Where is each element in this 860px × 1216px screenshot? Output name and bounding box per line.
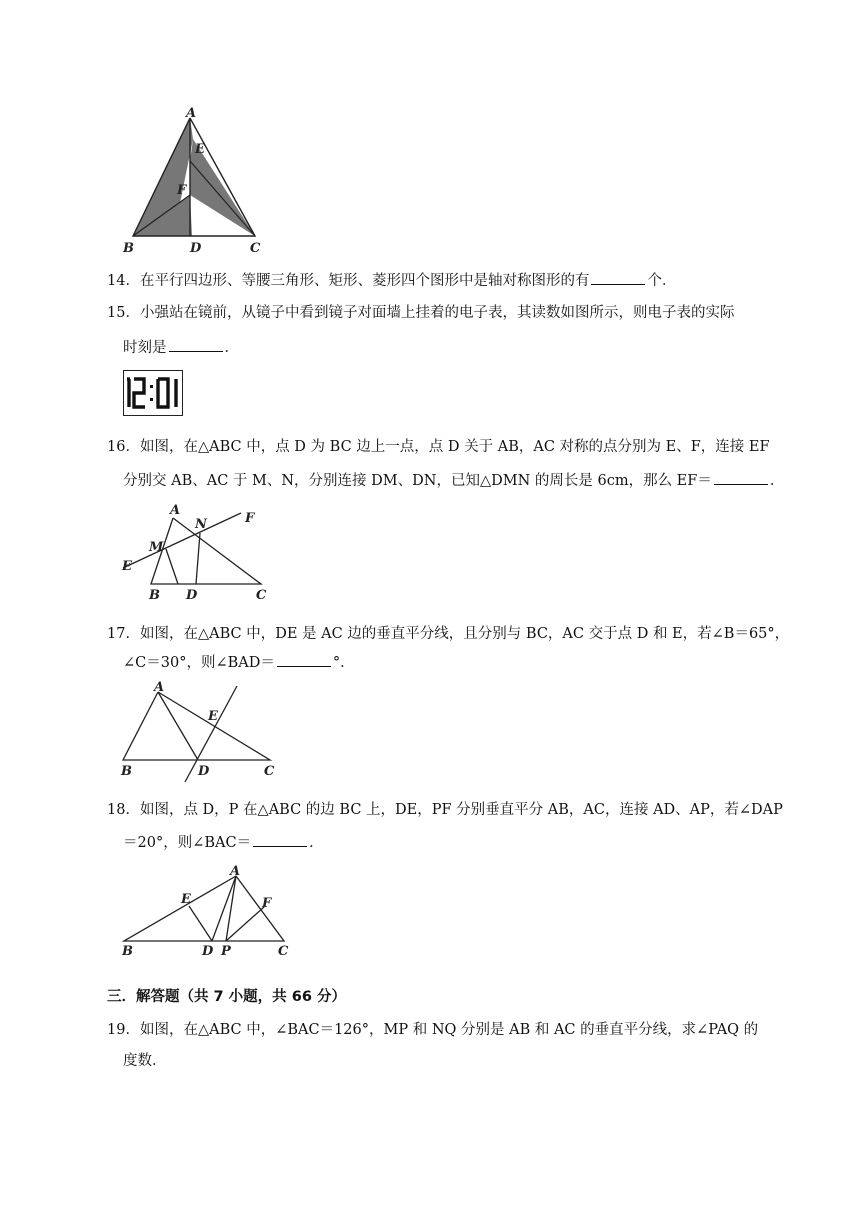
label-D: D xyxy=(202,944,214,958)
question-19: 19．如图，在△ABC 中，∠BAC＝126°，MP 和 NQ 分别是 AB 和 AC 的垂直平分线，求∠PAQ 的 xyxy=(107,1022,759,1038)
question-16: 16．如图，在△ABC 中，点 D 为 BC 边上一点，点 D 关于 AB，AC 对称的点分别为 E、F，连接 EF xyxy=(107,439,770,455)
label-E: E xyxy=(208,709,218,724)
label-C: C xyxy=(278,944,289,958)
label-F: F xyxy=(262,896,272,911)
label-F: F xyxy=(177,183,187,198)
label-E: E xyxy=(122,559,132,574)
label-A: A xyxy=(154,680,165,695)
question-15: 15．小强站在镜前，从镜子中看到镜子对面墙上挂着的电子表，其读数如图所示，则电子表的实际 xyxy=(107,305,735,321)
label-M: M xyxy=(149,540,164,555)
label-C: C xyxy=(256,588,267,602)
question-19-line2: 度数． xyxy=(123,1053,167,1069)
section-heading: 三．解答题（共 7 小题，共 66 分） xyxy=(107,989,346,1005)
label-C: C xyxy=(264,764,275,779)
answer-blank-18[interactable] xyxy=(253,832,307,847)
label-C: C xyxy=(250,241,261,256)
label-B: B xyxy=(121,764,132,779)
digital-clock-mirror xyxy=(123,370,183,416)
label-E: E xyxy=(181,892,191,907)
question-14: 14．在平行四边形、等腰三角形、矩形、菱形四个图形中是轴对称图形的有 个． xyxy=(107,270,676,291)
figure-q18 xyxy=(118,862,296,958)
label-E: E xyxy=(195,142,205,157)
label-D: D xyxy=(198,764,210,779)
question-17: 17．如图，在△ABC 中，DE 是 AC 边的垂直平分线，且分别与 BC，AC 交于点 D 和 E，若∠B＝65°， xyxy=(107,626,790,642)
answer-blank-15[interactable] xyxy=(169,337,223,352)
clock-digits xyxy=(124,371,181,414)
answer-blank-14[interactable] xyxy=(591,270,645,285)
label-A: A xyxy=(230,864,241,879)
label-B: B xyxy=(122,944,133,958)
answer-blank-16[interactable] xyxy=(714,470,768,485)
label-F: F xyxy=(245,511,255,526)
label-N: N xyxy=(195,517,207,532)
answer-blank-17[interactable] xyxy=(277,652,331,667)
figure-q13 xyxy=(115,106,265,258)
question-15-line2: 时刻是 ． xyxy=(123,337,239,358)
label-D: D xyxy=(190,241,202,256)
question-18-line2: ＝20°，则∠BAC＝ ． xyxy=(123,832,324,853)
label-A: A xyxy=(186,106,197,121)
label-D: D xyxy=(186,588,198,602)
label-A: A xyxy=(170,503,181,518)
question-17-line2: ∠C＝30°，则∠BAD＝ °． xyxy=(123,652,355,673)
label-B: B xyxy=(149,588,160,602)
label-P: P xyxy=(221,944,231,958)
question-18: 18．如图，点 D，P 在△ABC 的边 BC 上，DE，PF 分别垂直平分 AB，AC，连接 AD、AP，若∠DAP xyxy=(107,802,783,818)
question-16-line2: 分别交 AB、AC 于 M、N，分别连接 DM、DN，已知△DMN 的周长是 6cm，那么 EF＝ ． xyxy=(123,470,784,491)
figure-q17 xyxy=(118,678,283,784)
label-B: B xyxy=(123,241,134,256)
figure-q16 xyxy=(118,500,273,602)
